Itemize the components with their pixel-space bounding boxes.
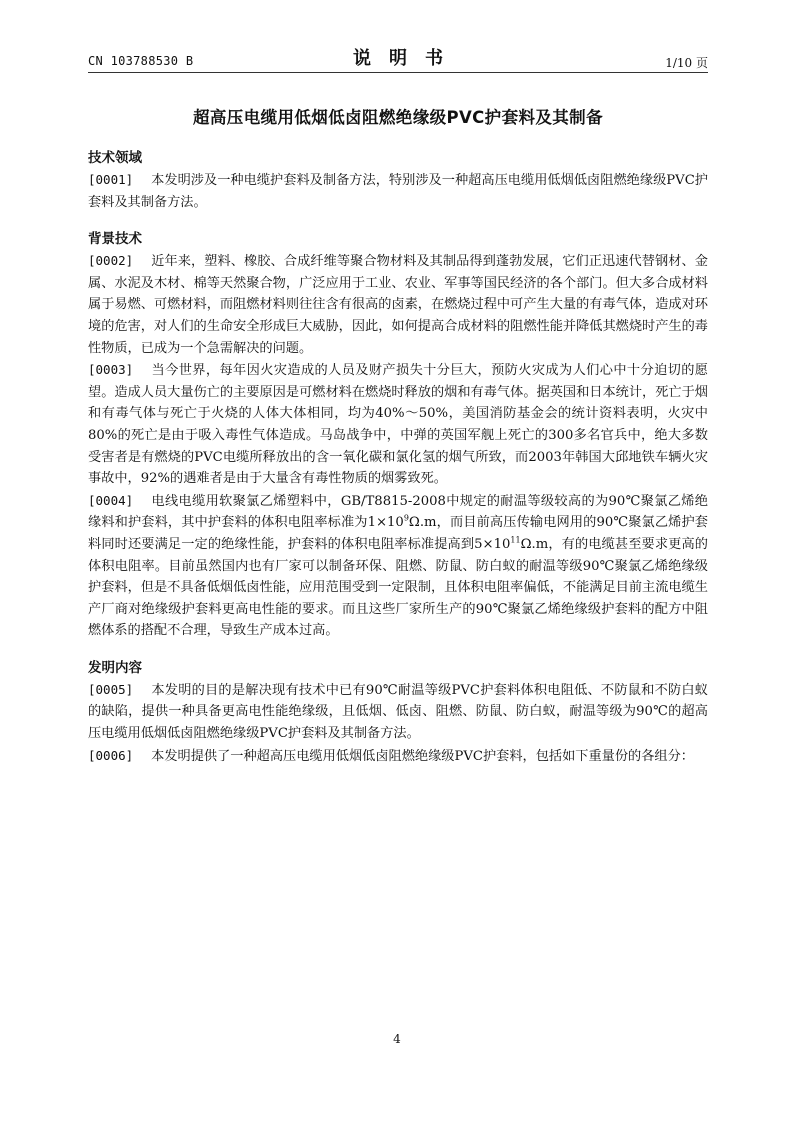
paragraph-number: [0004] bbox=[88, 492, 134, 508]
paragraph-number: [0002] bbox=[88, 253, 134, 269]
section-heading: 技术领域 bbox=[88, 150, 142, 166]
section-technical-field bbox=[88, 148, 708, 213]
paragraph-number: [0005] bbox=[88, 681, 134, 697]
paragraph-text: 本发明的目的是解决现有技术中已有90℃耐温等级PVC护套料体积电阻低、不防鼠和不防白蚁的缺陷，提供一种具备更高电性能绝缘级，且低烟、低卤、阻燃、防鼠、防白蚁，耐温等级为90℃的超高压电缆用低烟低卤阻燃绝缘级PVC护套料及其制备方法。 bbox=[88, 682, 708, 742]
exponent: 11 bbox=[510, 535, 521, 545]
section-heading: 背景技术 bbox=[88, 231, 142, 248]
paragraph-number: [0003] bbox=[88, 362, 134, 378]
exponent: 9 bbox=[403, 513, 409, 523]
paragraph-0003 bbox=[88, 359, 708, 490]
document-body bbox=[88, 148, 708, 783]
document-title: 超高压电缆用低烟低卤阻燃绝缘级PVC护套料及其制备 bbox=[193, 108, 603, 127]
paragraph-text: 本发明提供了一种超高压电缆用低烟低卤阻燃绝缘级PVC护套料，包括如下重量份的各组分： bbox=[151, 748, 694, 764]
section-summary bbox=[88, 658, 708, 767]
paragraph-0006 bbox=[88, 745, 708, 768]
paragraph-number: [0001] bbox=[88, 172, 134, 187]
paragraph-0004 bbox=[88, 490, 708, 642]
paragraph-text: 当今世界，每年因火灾造成的人员及财产损失十分巨大，预防火灾成为人们心中十分迫切的愿望。造成人员大量伤亡的主要原因是可燃材料在燃烧时释放的烟和有毒气体。据英国和日本统计，死亡于烟和有毒气体与死亡于火烧的人体大体相同，均为40%～50%，美国消防基金会的统计资料表明，火灾中80%的死亡是由于吸入毒性气体造成。马岛战争中，中弹的英国军舰上死亡的300多名官兵中，绝大多数受害者是有燃烧的PVC电缆所释放出的含一氧化碳和氯化氢的烟气所致，而2003年韩国大邱地铁车辆火灾事故中，92%的遇难者是由于大量含有毒性物质的烟雾致死。 bbox=[88, 363, 708, 487]
document-type: 说明书 bbox=[353, 48, 461, 69]
section-heading: 发明内容 bbox=[88, 659, 142, 676]
page-indicator: 1/10 页 bbox=[665, 56, 708, 70]
paragraph-0002 bbox=[88, 250, 708, 359]
paragraph-number: [0006] bbox=[88, 747, 134, 763]
paragraph-text: 本发明涉及一种电缆护套料及制备方法，特别涉及一种超高压电缆用低烟低卤阻燃绝缘级PVC护套料及其制备方法。 bbox=[88, 173, 708, 210]
paragraph-0005 bbox=[88, 679, 708, 745]
paragraph-text-part1: 电线电缆用软聚氯乙烯塑料中，GB/T8815-2008中规定的耐温等级较高的为90℃聚氯乙烯绝缘料和护套料，其中护套料的体积电阻率标准为1×10 bbox=[88, 493, 708, 531]
header-divider bbox=[88, 72, 708, 73]
paragraph-text-part2: Ω.m，而目前高压传输电网用的90℃聚氯乙烯护套料同时还要满足一定的绝缘性能，护套料的体积电阻率标准提高到5×10 bbox=[88, 515, 708, 552]
patent-number: CN 103788530 B bbox=[88, 54, 194, 68]
paragraph-text: 近年来，塑料、橡胶、合成纤维等聚合物材料及其制品得到蓬勃发展，它们正迅速代替钢材、金属、水泥及木材、棉等天然聚合物，广泛应用于工业、农业、军事等国民经济的各个部门。但大多合成材料属于易燃、可燃材料，而阻燃材料则往往含有很高的卤素，在燃烧过程中可产生大量的有毒气体，造成对环境的危害，对人们的生命安全形成巨大威胁，因此，如何提高合成材料的阻燃性能并降低其燃烧时产生的毒性物质，已成为一个急需解决的问题。 bbox=[88, 254, 708, 356]
paragraph-text-part3: Ω.m，有的电缆甚至要求更高的体积电阻率。目前虽然国内也有厂家可以制备环保、阻燃、防鼠、防白蚁的耐温等级90℃聚氯乙烯绝缘级护套料，但是不具备低烟低卤性能，应用范围受到一定限制，且体积电阻率偏低，不能满足目前主流电缆生产厂商对绝缘级护套料更高电性能的要求。而且这些厂家所生产的90℃聚氯乙烯绝缘级护套料的配方中阻燃体系的搭配不合理，导致生产成本过高。 bbox=[88, 536, 708, 639]
section-background bbox=[88, 229, 708, 642]
page-number: 4 bbox=[393, 1032, 401, 1046]
paragraph-0001 bbox=[88, 169, 708, 213]
page-header bbox=[88, 44, 708, 70]
